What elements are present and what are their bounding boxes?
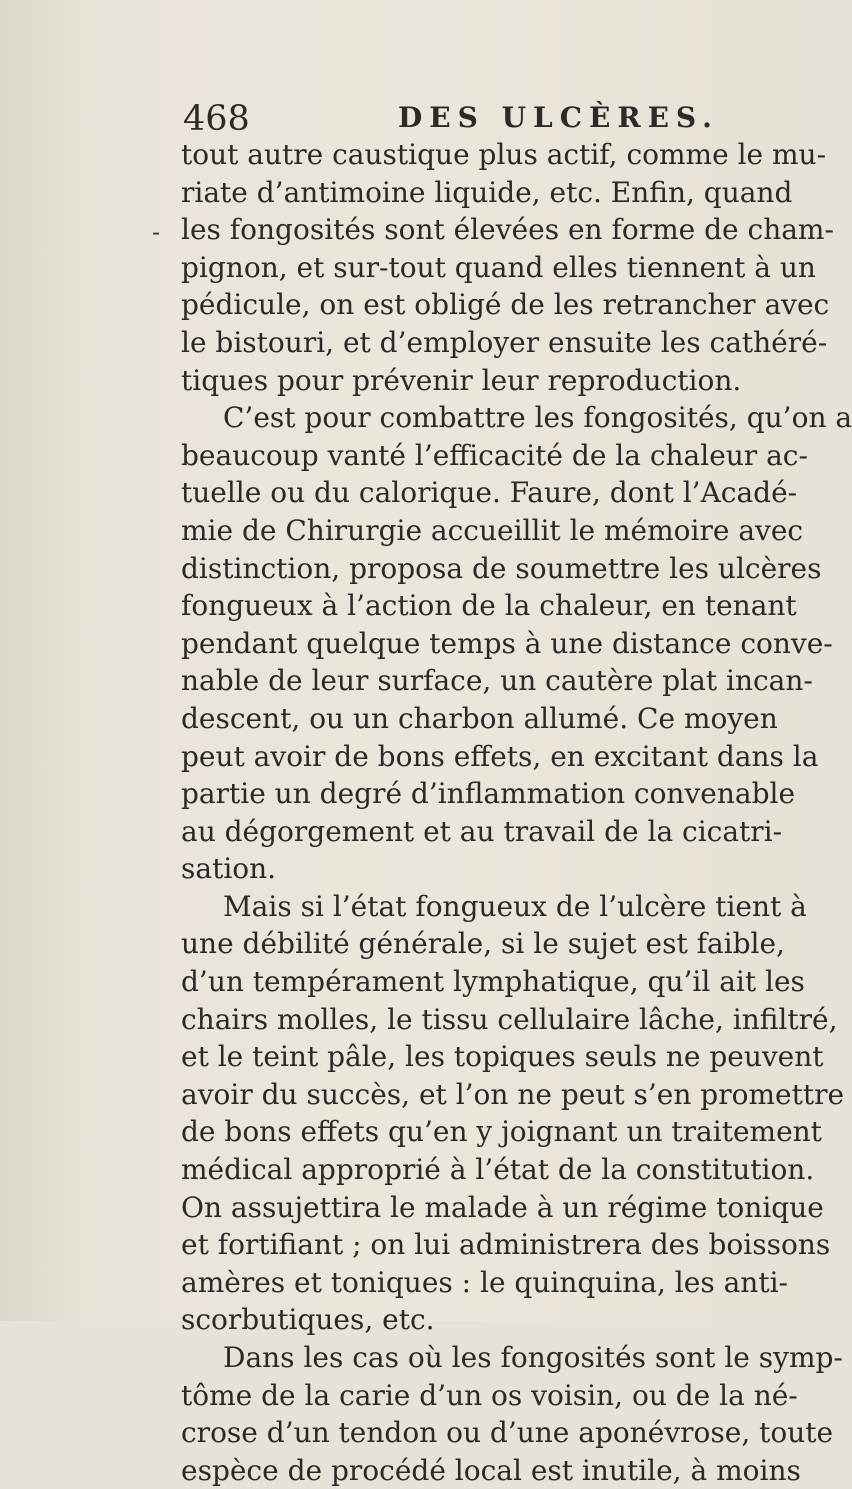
text-line: au dégorgement et au travail de la cicatri- [181, 814, 783, 848]
text-line: et le teint pâle, les topiques seuls ne peuvent [181, 1040, 824, 1074]
text-line: chairs molles, le tissu cellulaire lâche, infiltré, [181, 1002, 838, 1036]
text-line: distinction, proposa de soumettre les ulcères [181, 551, 822, 585]
text-line: descent, ou un charbon allumé. Ce moyen [181, 701, 778, 735]
text-line: peut avoir de bons effets, en excitant dans la [181, 739, 819, 773]
text-line: pédicule, on est obligé de les retrancher avec [181, 288, 830, 322]
text-line: le bistouri, et d’employer ensuite les cathéré- [181, 325, 828, 359]
text-line: et fortifiant ; on lui administrera des boissons [181, 1228, 831, 1262]
text-line: une débilité générale, si le sujet est faible, [181, 927, 785, 961]
text-line: espèce de procédé local est inutile, à moins [181, 1453, 801, 1487]
text-line: fongueux à l’action de la chaleur, en tenant [181, 589, 797, 623]
text-line: d’un tempérament lymphatique, qu’il ait les [181, 965, 805, 999]
text-line: partie un degré d’inflammation convenable [181, 777, 796, 811]
text-line: tout autre caustique plus actif, comme le mu- [181, 138, 827, 171]
text-line: de bons effets qu’en y joignant un traitement [181, 1115, 822, 1149]
text-line: crose d’un tendon ou d’une aponévrose, toute [181, 1416, 834, 1450]
text-line: amères et toniques : le quinquina, les anti- [181, 1265, 788, 1299]
text-line: nable de leur surface, un cautère plat incan- [181, 664, 813, 698]
body-text [181, 136, 852, 1489]
text-line: les fongosités sont élevées en forme de cham- [181, 213, 834, 247]
text-line: avoir du succès, et l’on ne peut s’en promettre [181, 1077, 845, 1111]
paragraph-start-line: C’est pour combattre les fongosités, qu’on a [223, 401, 852, 435]
paragraph-start-line: Dans les cas où les fongosités sont le symp- [223, 1341, 843, 1374]
running-title: DES ULCÈRES. [398, 101, 719, 134]
text-line: sation. [181, 852, 277, 886]
text-line: tuelle ou du calorique. Faure, dont l’Acadé- [181, 476, 798, 510]
text-line: mie de Chirurgie accueillit le mémoire avec [181, 513, 804, 547]
text-line: pignon, et sur-tout quand elles tiennent à un [181, 250, 816, 284]
margin-mark: - [152, 218, 161, 246]
text-line: On assujettira le malade à un régime tonique [181, 1190, 824, 1224]
paragraph-start-line: Mais si l’état fongueux de l’ulcère tient à [223, 889, 807, 923]
text-line: pendant quelque temps à une distance conve- [181, 626, 833, 660]
text-line: tôme de la carie d’un os voisin, ou de la né- [181, 1378, 798, 1412]
page-number: 468 [183, 99, 250, 139]
text-line: médical approprié à l’état de la constitution. [181, 1153, 815, 1187]
text-line: scorbutiques, etc. [181, 1303, 435, 1337]
text-line: beaucoup vanté l’efficacité de la chaleur ac- [181, 438, 808, 472]
text-line: tiques pour prévenir leur reproduction. [181, 363, 742, 397]
text-line: riate d’antimoine liquide, etc. Enfin, quand [181, 175, 793, 209]
